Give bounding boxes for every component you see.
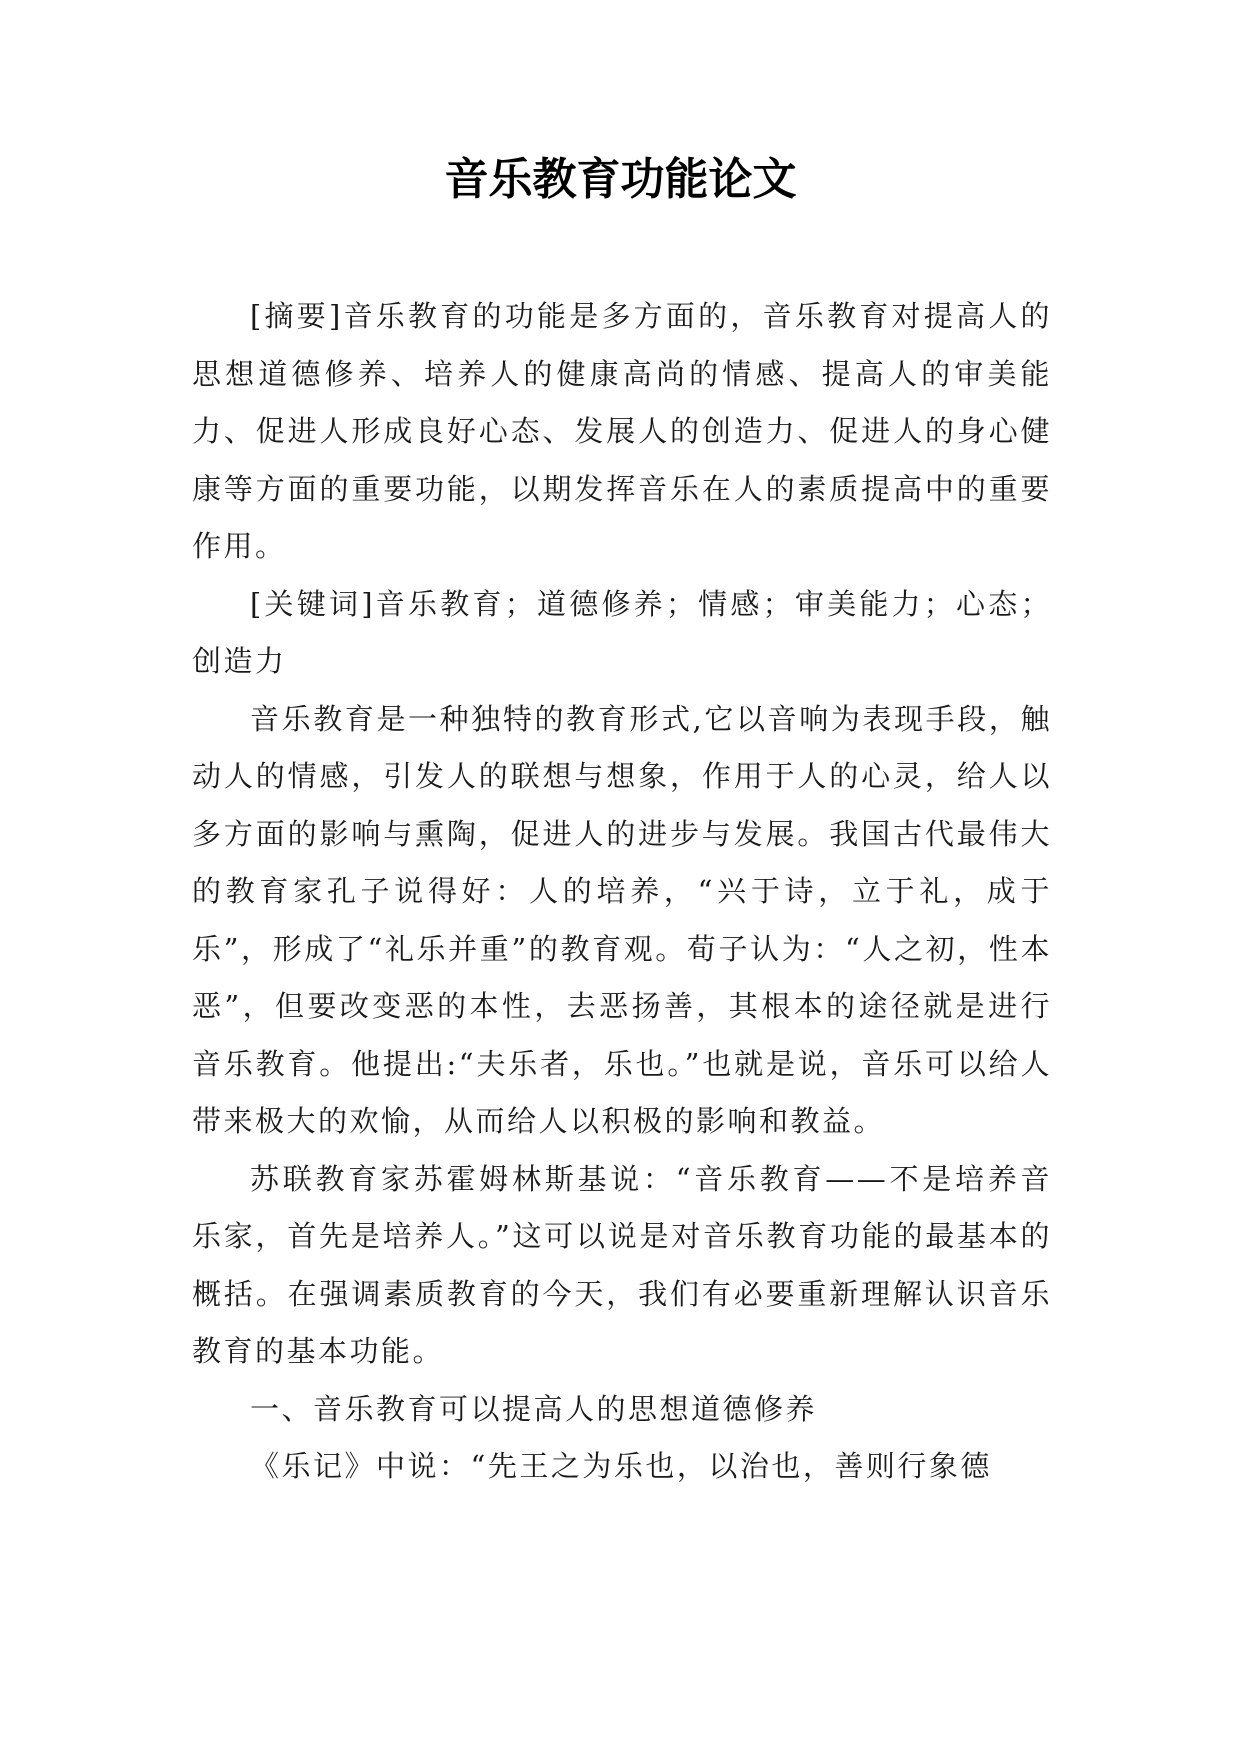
section-heading: 一、音乐教育可以提高人的思想道德修养 (250, 1391, 818, 1426)
keywords-paragraph: [关键词]音乐教育；道德修养；情感；审美能力；心态；创造力 (192, 586, 1052, 678)
body-paragraph: 《乐记》中说：“先王之为乐也，以治也，善则行象德 (250, 1449, 992, 1483)
body-paragraph: 苏联教育家苏霍姆林斯基说：“音乐教育——不是培养音乐家，首先是培养人。”这可以说是对音乐教育功能的最基本的概括。在强调素质教育的今天，我们有必要重新理解认识音乐教育的基本功能。 (192, 1161, 1052, 1368)
document-body (192, 288, 1052, 1496)
abstract-paragraph: [摘要]音乐教育的功能是多方面的，音乐教育对提高人的思想道德修养、培养人的健康高尚的情感、提高人的审美能力、促进人形成良好心态、发展人的创造力、促进人的身心健康等方面的重要功能，以期发挥音乐在人的素质提高中的重要作用。 (192, 299, 1052, 563)
body-paragraph: 音乐教育是一种独特的教育形式,它以音响为表现手段，触动人的情感，引发人的联想与想象，作用于人的心灵，给人以多方面的影响与熏陶，促进人的进步与发展。我国古代最伟大的教育家孔子说得好：人的培养，“兴于诗，立于礼，成于乐”，形成了“礼乐并重”的教育观。荀子认为：“人之初，性本恶”，但要改变恶的本性，去恶扬善，其根本的途径就是进行音乐教育。他提出:“夫乐者，乐也。”也就是说，音乐可以给人带来极大的欢愉，从而给人以积极的影响和教益。 (192, 701, 1052, 1138)
document-title: 音乐教育功能论文 (444, 154, 797, 205)
